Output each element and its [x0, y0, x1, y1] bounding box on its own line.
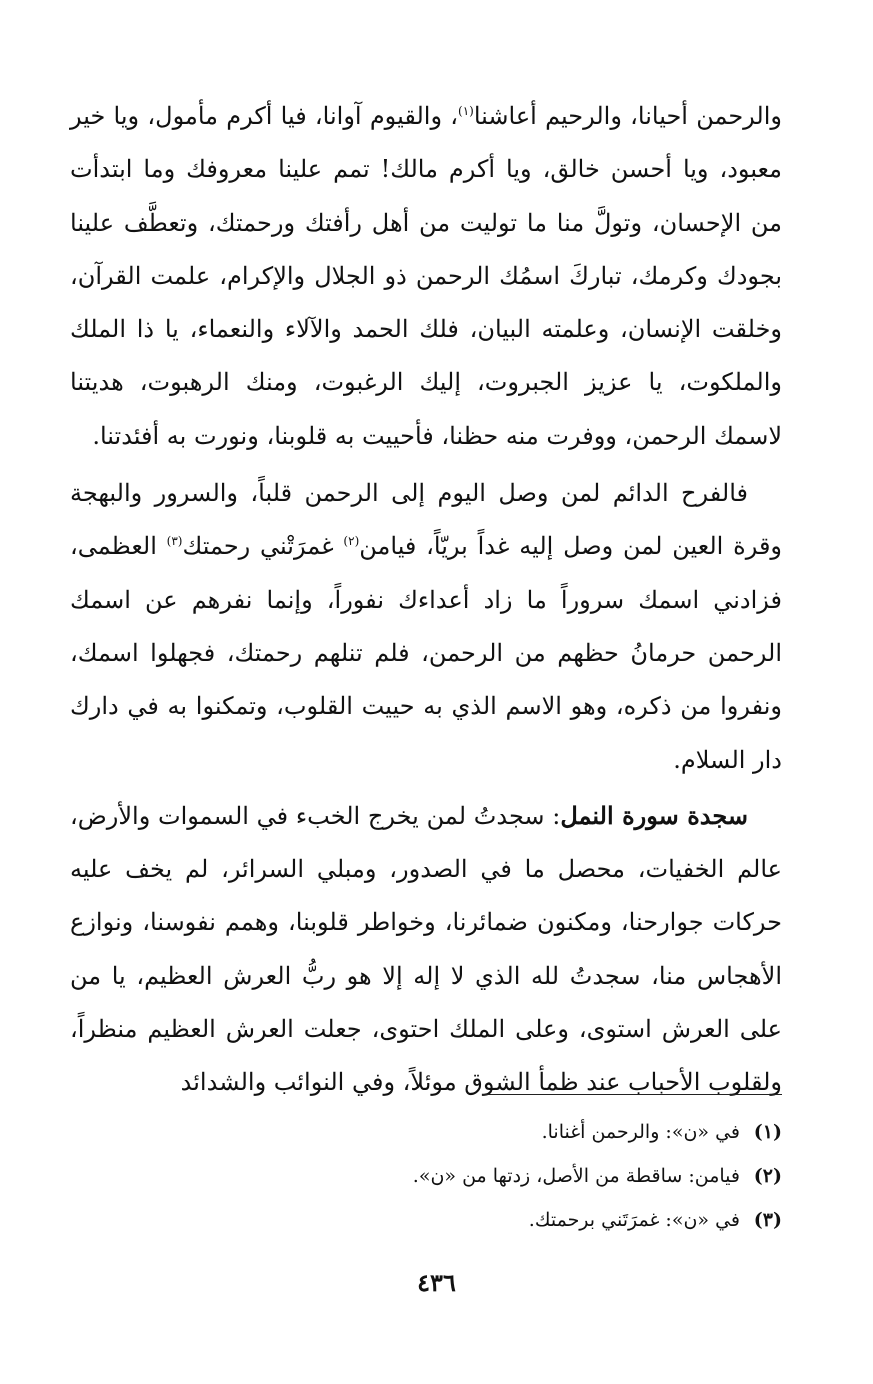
paragraph-1-text: والرحمن أحيانا، والرحيم أعاشنا [473, 102, 782, 130]
footnote-1 [370, 1110, 782, 1154]
footnote-1-text: في «ن»: والرحمن أغنانا. [541, 1121, 740, 1143]
paragraph-1 [70, 90, 782, 463]
footnote-divider [482, 1094, 782, 1095]
paragraph-3-text: : سجدتُ لمن يخرج الخبء في السموات والأرض، عالم الخفيات، محصل ما في الصدور، ومبلي السرائر، لم يخف عليه حركات جوارحنا، ومكنون ضمائرنا، وخواطر قلوبنا، وهمم نفوسنا، ونوازع الأهجاس منا، سجدتُ لله الذي لا إله إلا هو ربُّ العرش العظيم، يا من على العرش استوى، وعلى الملك احتوى، جعلت العرش العظيم منظراً، ولقلوب الأحباب عند ظمأ الشوق موئلاً، وفي النوائب والشدائد [70, 801, 782, 1097]
paragraph-3 [70, 789, 782, 1110]
footnote-2-text: فيامن: ساقطة من الأصل، زدتها من «ن». [412, 1165, 740, 1187]
footnotes [370, 1110, 782, 1242]
footnote-3-number: (٣) [753, 1209, 782, 1231]
section-heading: سجدة سورة النمل [560, 800, 749, 830]
footnote-1-number: (١) [753, 1121, 782, 1143]
paragraph-2 [70, 467, 782, 787]
footnote-ref-3: (٣) [166, 534, 183, 549]
footnote-2-number: (٢) [753, 1165, 782, 1187]
paragraph-2-part-b: غمرَتْني رحمتك [182, 532, 344, 561]
footnote-3-text: في «ن»: غمرَتَني برحمتك. [528, 1209, 740, 1231]
page-number: ٤٣٦ [417, 1268, 456, 1297]
footnote-ref-2: (٢) [343, 534, 360, 549]
footnote-ref-1: (١) [458, 104, 474, 118]
main-text [70, 90, 782, 1110]
paragraph-1-continued: ، والقيوم آوانا، فيا أكرم مأمول، ويا خير معبود، ويا أحسن خالق، ويا أكرم مالك! تمم علينا معروفك وما ابتدأت من الإحسان، وتولَّ منا ما توليت من أهل رأفتك ورحمتك، وتعطَّف علينا بجودك وكرمك، تباركَ اسمُك الرحمن ذو الجلال والإكرام، علمت القرآن، وخلقت الإنسان، وعلمته البيان، فلك الحمد والآلاء والنعماء، يا ذا الملك والملكوت، يا عزيز الجبروت، إليك الرغبوت، ومنك الرهبوت، هديتنا لاسمك الرحمن، ووفرت منه حظنا، فأحييت به قلوبنا، ونورت به أفئدتنا. [70, 102, 782, 450]
paragraph-2-part-a: فالفرح الدائم لمن وصل اليوم إلى الرحمن قلباً، والسرور والبهجة وقرة العين لمن وصل إليه غداً بريّاً، فيامن [70, 479, 783, 561]
paragraph-2-part-c: العظمى، فزادني اسمك سروراً ما زاد أعداءك نفوراً، وإنما نفرهم عن اسمك الرحمن حرمانُ حظهم من الرحمن، فلم تنلهم رحمتك، فجهلوا اسمك، ونفروا من ذكره، وهو الاسم الذي به حييت القلوب، وتمكنوا به في دارك دار السلام. [70, 532, 782, 774]
footnote-2 [370, 1154, 782, 1198]
footnote-3 [370, 1198, 782, 1242]
